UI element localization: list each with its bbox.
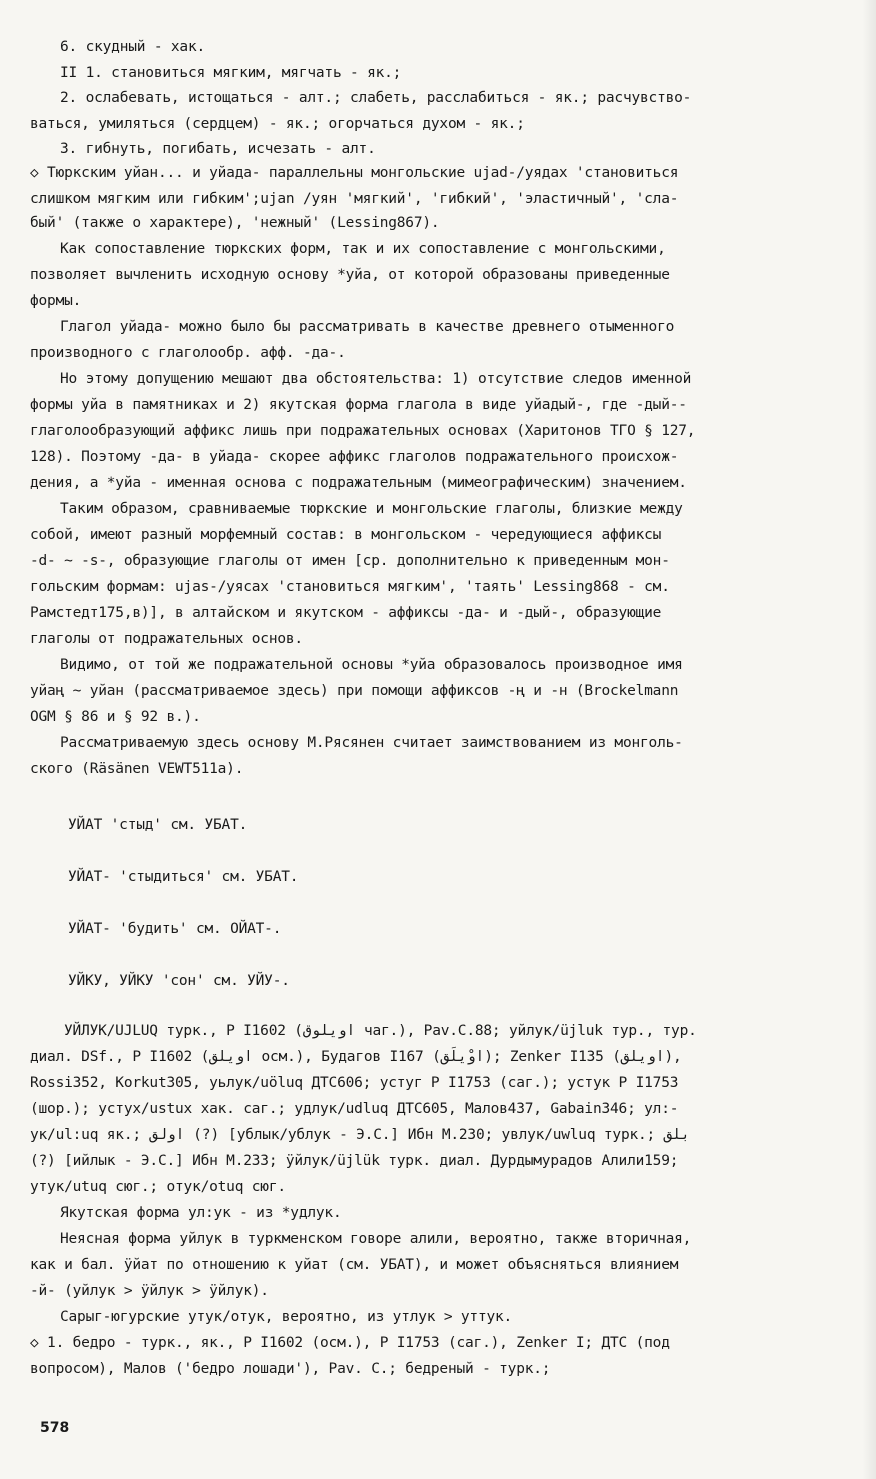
text-line: как и бал. ӱйат по отношению к уйат (см. УБАТ), и может объясняться влиянием: [30, 1257, 679, 1273]
text-line: позволяет вычленить исходную основу *уйа, от которой образованы приведенные: [30, 267, 670, 283]
text-line: 6. скудный - хак.: [60, 39, 206, 55]
text-line: 3. гибнуть, погибать, исчезать - алт.: [60, 141, 376, 157]
text-line: УЙКУ, УЙКУ 'сон' см. УЙУ-.: [68, 973, 290, 989]
text-line: (?) [ийлык - Э.С.] Ибн М.233; ӱйлук/üjlük турк. диал. Дурдымурадов Алили159;: [30, 1153, 679, 1169]
text-line: гольским формам: ujas-/уясах 'становиться мягким', 'таять' Lessing868 - см.: [30, 579, 670, 595]
text-line: Рамстедт175,в)], в алтайском и якутском - аффиксы -да- и -дый-, образующие: [30, 605, 662, 621]
text-line: OGM § 86 и § 92 в.).: [30, 709, 201, 725]
text-line: УЙАТ- 'будить' см. ОЙАТ-.: [68, 921, 282, 937]
text-line: собой, имеют разный морфемный состав: в монгольском - чередующиеся аффиксы: [30, 527, 662, 543]
text-line: 128). Поэтому -да- в уйада- скорее аффикс глаголов подражательного происхож-: [30, 449, 679, 465]
text-line: глаголообразующий аффикс лишь при подражательных основах (Харитонов ТГО § 127,: [30, 423, 696, 439]
text-line: производного с глаголообр. афф. -да-.: [30, 345, 346, 361]
text-line: -d- ~ -s-, образующие глаголы от имен [ср. дополнительно к приведенным мон-: [30, 553, 670, 569]
text-line: Как сопоставление тюркских форм, так и их сопоставление с монгольскими,: [60, 241, 666, 257]
text-line: Но этому допущению мешают два обстоятельства: 1) отсутствие следов именной: [60, 371, 692, 387]
page-edge-shadow: [862, 0, 876, 1479]
text-line: 2. ослабевать, истощаться - алт.; слабеть, расслабиться - як.; расчувство-: [60, 90, 692, 106]
text-line: уйаң ~ уйан (рассматриваемое здесь) при помощи аффиксов -ң и -н (Brockelmann: [30, 683, 679, 699]
text-line: бый' (также о характере), 'нежный' (Lessing867).: [30, 215, 440, 231]
text-line: Неясная форма уйлук в туркменском говоре алили, вероятно, также вторичная,: [60, 1231, 692, 1247]
text-line: глаголы от подражательных основ.: [30, 631, 303, 647]
text-line: Таким образом, сравниваемые тюркские и монгольские глаголы, близкие между: [60, 501, 683, 517]
text-line: ук/ul:uq як.; اولق (?) [ублык/ублук - Э.С.] Ибн М.230; увлук/uwluq турк.; بلق: [30, 1127, 690, 1143]
page-number: 578: [40, 1420, 70, 1436]
text-line: утук/utuq сюг.; отук/otuq сюг.: [30, 1179, 286, 1195]
text-line: УЙЛУК/UJLUQ турк., P I1602 (اويلوق чаг.), Pav.C.88; уйлук/üjluk тур., тур.: [64, 1023, 697, 1039]
text-line: -й- (уйлук > ӱйлук > ӱйлук).: [30, 1283, 269, 1299]
text-line: ваться, умиляться (сердцем) - як.; огорчаться духом - як.;: [30, 116, 525, 132]
text-line: УЙАТ- 'стыдиться' см. УБАТ.: [68, 869, 299, 885]
text-line: Видимо, от той же подражательной основы *уйа образовалось производное имя: [60, 657, 683, 673]
text-line: УЙАТ 'стыд' см. УБАТ.: [68, 817, 248, 833]
text-line: вопросом), Малов ('бедро лошади'), Pav. C.; бедреный - турк.;: [30, 1361, 551, 1377]
text-line: формы уйа в памятниках и 2) якутская форма глагола в виде уйадый-, где -дый--: [30, 397, 687, 413]
text-line: Сарыг-югурские утук/отук, вероятно, из утлук > уттук.: [60, 1309, 513, 1325]
text-line: дения, а *уйа - именная основа с подражательным (мимеографическим) значением.: [30, 475, 687, 491]
text-line: Rossi352, Korkut305, уьлук/uöluq ДТС606; устуг P I1753 (саг.); устук P I1753: [30, 1075, 679, 1091]
text-line: II 1. становиться мягким, мягчать - як.;: [60, 65, 402, 81]
text-line: слишком мягким или гибким';ujan /уян 'мягкий', 'гибкий', 'эластичный', 'сла-: [30, 191, 679, 207]
text-line: ◇ Тюркским уйан... и уйада- параллельны монгольские ujad-/уядах 'становиться: [30, 165, 679, 181]
text-line: ского (Räsänen VEWT511a).: [30, 761, 244, 777]
text-line: Рассматриваемую здесь основу М.Рясянен считает заимствованием из монголь-: [60, 735, 683, 751]
text-line: Глагол уйада- можно было бы рассматривать в качестве древнего отыменного: [60, 319, 675, 335]
text-line: (шор.); устух/ustux хак. саг.; удлук/udluq ДТС605, Малов437, Gabain346; ул:-: [30, 1101, 679, 1117]
text-line: Якутская форма ул:ук - из *удлук.: [60, 1205, 342, 1221]
text-line: диал. DSf., P I1602 (اويلق осм.), Будагов I167 (اوْيلَق); Zenker I135 (اويلق),: [30, 1049, 682, 1065]
text-line: формы.: [30, 293, 82, 309]
text-line: ◇ 1. бедро - турк., як., P I1602 (осм.), P I1753 (саг.), Zenker I; ДТС (под: [30, 1335, 670, 1351]
